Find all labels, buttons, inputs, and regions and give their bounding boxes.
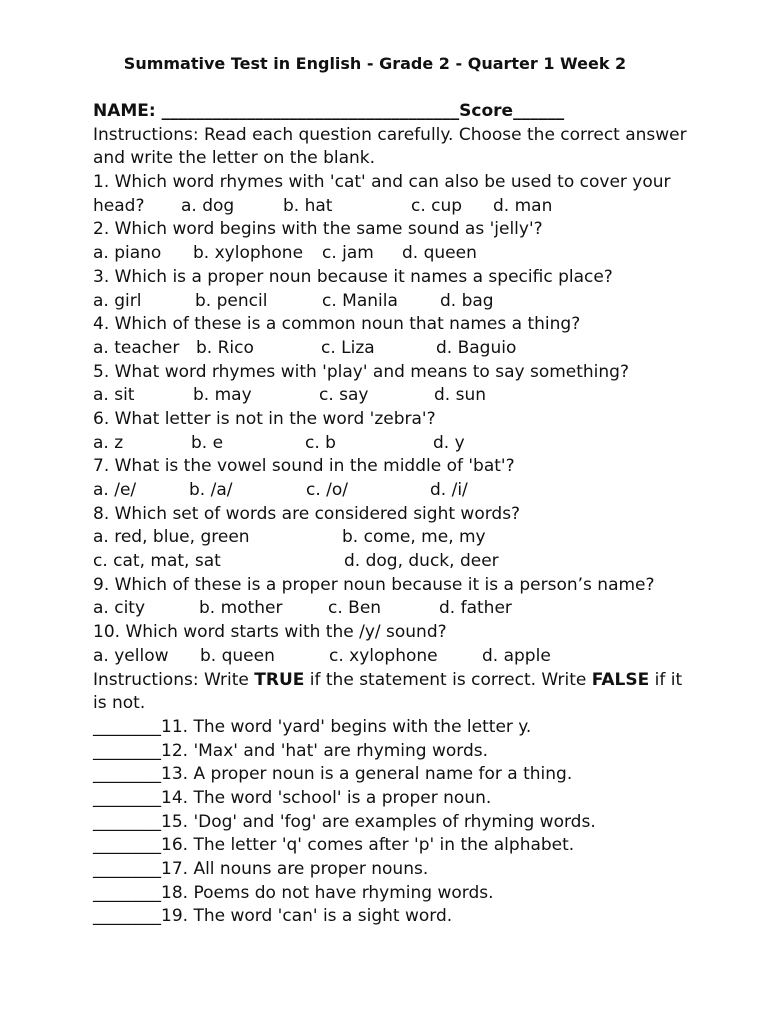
tf-statement: 18. Poems do not have rhyming words. (161, 882, 494, 903)
option-a: a. red, blue, green (93, 527, 250, 548)
option-b: b. e (191, 432, 224, 453)
question-1-stem-end: head? (93, 195, 145, 216)
option-a: a. girl (93, 290, 142, 311)
question-8-options-row-1 (93, 526, 693, 550)
test-page (93, 52, 693, 929)
tf-statement: 12. 'Max' and 'hat' are rhyming words. (161, 740, 489, 761)
instructions-line-1: Instructions: Read each question carefully. Choose the correct answer (93, 124, 687, 145)
question-1-options (93, 195, 693, 219)
tf-item-12 (93, 740, 693, 764)
false-keyword: FALSE (591, 669, 650, 690)
question-4-options (93, 337, 693, 361)
tf-statement: 14. The word 'school' is a proper noun. (161, 787, 492, 808)
option-b: b. queen (200, 645, 275, 666)
option-c: c. cup (411, 195, 463, 216)
option-d: d. queen (402, 243, 477, 264)
question-9-text: 9. Which of these is a proper noun because it is a person’s name? (93, 574, 655, 595)
question-7-options (93, 479, 693, 503)
answer-blank: ________ (93, 764, 161, 785)
tf-statement: 19. The word 'can' is a sight word. (161, 906, 453, 927)
tf-item-15 (93, 811, 693, 835)
answer-blank: ________ (93, 716, 161, 737)
question-3-options (93, 290, 693, 314)
answer-blank: ________ (93, 740, 161, 761)
option-a: a. z (93, 432, 124, 453)
instructions-2-line-2: is not. (93, 693, 146, 714)
option-c: c. say (319, 385, 369, 406)
question-6-options (93, 432, 693, 456)
option-d: d. y (433, 432, 465, 453)
option-c: c. /o/ (306, 480, 349, 500)
option-c: c. Ben (328, 598, 382, 619)
tf-statement: 13. A proper noun is a general name for a thing. (161, 764, 573, 785)
option-a: a. sit (93, 385, 135, 406)
question-8-text: 8. Which set of words are considered sight words? (93, 503, 521, 524)
question-2-options (93, 242, 693, 266)
question-10-options (93, 645, 693, 669)
option-d: d. father (439, 598, 512, 619)
answer-blank: ________ (93, 882, 161, 903)
instructions-2-post: if it (649, 669, 683, 690)
tf-statement: 11. The word 'yard' begins with the letter y. (161, 716, 532, 737)
option-d: d. bag (440, 290, 494, 311)
option-b: b. come, me, my (342, 527, 486, 548)
option-a: a. yellow (93, 645, 169, 666)
option-b: b. pencil (195, 290, 268, 311)
tf-item-17 (93, 858, 693, 882)
score-blank: ______ (513, 101, 565, 121)
option-b: b. mother (199, 598, 283, 619)
option-d: d. apple (482, 645, 551, 666)
tf-statement: 15. 'Dog' and 'fog' are examples of rhyming words. (161, 811, 596, 832)
question-6-text: 6. What letter is not in the word 'zebra'? (93, 408, 436, 429)
question-5-text: 5. What word rhymes with 'play' and means to say something? (93, 361, 629, 382)
option-b: b. may (193, 385, 252, 406)
instructions-2-line-1 (93, 669, 693, 693)
name-score-line (93, 100, 693, 124)
question-4-text: 4. Which of these is a common noun that names a thing? (93, 314, 581, 335)
option-a: a. teacher (93, 337, 180, 358)
option-c: c. jam (322, 243, 374, 264)
option-d: d. dog, duck, deer (344, 551, 499, 572)
option-b: b. Rico (196, 337, 254, 358)
tf-item-19 (93, 905, 693, 929)
option-b: b. hat (283, 195, 333, 216)
option-c: c. xylophone (329, 645, 438, 666)
tf-item-11 (93, 716, 693, 740)
option-c: c. cat, mat, sat (93, 551, 221, 572)
answer-blank: ________ (93, 787, 161, 808)
page-title: Summative Test in English - Grade 2 - Quarter 1 Week 2 (123, 54, 627, 73)
option-a: a. dog (181, 195, 235, 216)
answer-blank: ________ (93, 906, 161, 927)
tf-statement: 16. The letter 'q' comes after 'p' in the alphabet. (161, 835, 575, 856)
option-c: c. Liza (321, 337, 375, 358)
name-label: NAME: (93, 101, 156, 121)
question-2-text: 2. Which word begins with the same sound as 'jelly'? (93, 219, 543, 240)
option-c: c. b (305, 432, 336, 453)
instructions-2-pre: Instructions: Write (93, 669, 255, 690)
tf-item-13 (93, 763, 693, 787)
tf-item-16 (93, 834, 693, 858)
tf-statement: 17. All nouns are proper nouns. (161, 859, 429, 879)
option-a: a. piano (93, 243, 162, 264)
question-8-options-row-2 (93, 550, 693, 574)
tf-item-18 (93, 882, 693, 906)
instructions-2-mid: if the statement is correct. Write (304, 669, 592, 690)
option-a: a. city (93, 598, 146, 619)
option-d: d. /i/ (430, 480, 468, 500)
true-keyword: TRUE (254, 669, 305, 690)
name-blank: ___________________________________ (161, 101, 460, 121)
score-label: Score (459, 101, 514, 121)
option-c: c. Manila (322, 290, 398, 311)
question-5-options (93, 384, 693, 408)
question-10-text: 10. Which word starts with the /y/ sound? (93, 622, 447, 643)
option-d: d. Baguio (436, 337, 517, 358)
question-7-text: 7. What is the vowel sound in the middle of 'bat'? (93, 456, 515, 477)
option-a: a. /e/ (93, 480, 137, 500)
question-3-text: 3. Which is a proper noun because it names a specific place? (93, 266, 613, 287)
option-d: d. man (493, 195, 553, 216)
question-1-text: 1. Which word rhymes with 'cat' and can also be used to cover your (93, 172, 671, 193)
option-d: d. sun (434, 385, 487, 406)
option-b: b. xylophone (193, 243, 304, 264)
answer-blank: ________ (93, 811, 161, 832)
tf-item-14 (93, 787, 693, 811)
answer-blank: ________ (93, 835, 161, 856)
answer-blank: ________ (93, 859, 161, 879)
instructions-line-2: and write the letter on the blank. (93, 148, 376, 169)
option-b: b. /a/ (189, 480, 233, 500)
question-9-options (93, 597, 693, 621)
